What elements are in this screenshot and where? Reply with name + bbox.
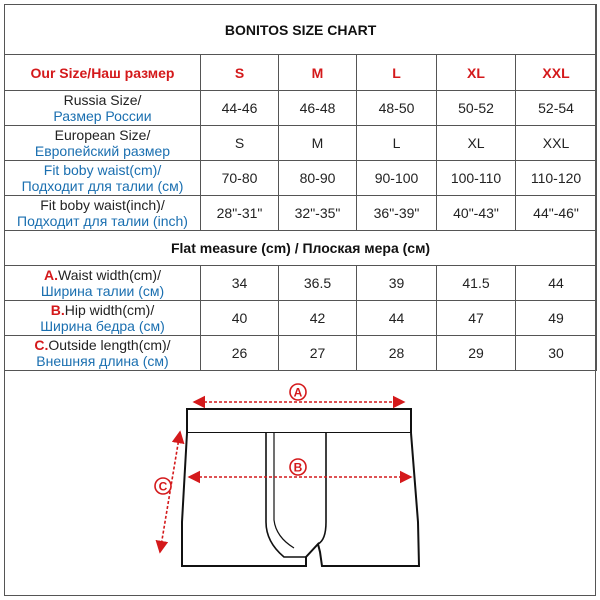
measure-letter-b: B. [50, 302, 65, 318]
row-label [5, 126, 201, 161]
marker-c-label: C [158, 479, 168, 494]
fit-waist-inch-row [5, 196, 597, 231]
table-cell: 36.5 [279, 266, 357, 301]
table-cell: 26 [201, 336, 279, 371]
row-label [5, 266, 201, 301]
table-cell: 110-120 [516, 161, 597, 196]
table-cell: 32"-35" [279, 196, 357, 231]
marker-b-label: B [293, 460, 303, 475]
table-cell: 28"-31" [201, 196, 279, 231]
table-cell: 46-48 [279, 91, 357, 126]
table-cell: 28 [357, 336, 437, 371]
marker-a-label: A [293, 385, 303, 400]
row-label-ru: Внешняя длина (см) [36, 353, 169, 369]
row-label-ru: Европейский размер [34, 143, 171, 159]
row-label-en: Russia Size/ [63, 92, 142, 108]
table-cell: 27 [279, 336, 357, 371]
row-label-ru: Ширина талии (см) [40, 283, 165, 299]
row-label-ru: Размер России [53, 108, 152, 124]
row-label-ru: Подходит для талии (inch) [17, 213, 188, 229]
table-cell: 80-90 [279, 161, 357, 196]
row-label-ru: Подходит для талии (см) [21, 178, 184, 194]
row-label [5, 336, 201, 371]
fit-waist-cm-row [5, 161, 597, 196]
measure-letter-a: A. [44, 267, 59, 283]
table-cell: 41.5 [437, 266, 516, 301]
table-cell: 100-110 [437, 161, 516, 196]
row-label-en: European Size/ [54, 127, 151, 143]
waistband-outline [187, 409, 411, 433]
table-cell: 39 [357, 266, 437, 301]
table-cell: L [357, 126, 437, 161]
outside-length-row [5, 336, 597, 371]
russia-size-row [5, 91, 597, 126]
table-cell: XXL [516, 126, 597, 161]
table-cell: 40 [201, 301, 279, 336]
title-row [5, 5, 597, 55]
table-cell: XL [437, 126, 516, 161]
table-cell: S [201, 126, 279, 161]
table-cell: 48-50 [357, 91, 437, 126]
row-label-text: Hip width(cm)/ [64, 302, 155, 318]
row-label [5, 161, 201, 196]
size-header-l: L [357, 55, 437, 91]
table-cell: 29 [437, 336, 516, 371]
table-cell: 44 [357, 301, 437, 336]
row-label-en: Fit boby waist(cm)/ [43, 162, 162, 178]
table-cell: 90-100 [357, 161, 437, 196]
size-header-xl: XL [437, 55, 516, 91]
row-label-en: Fit boby waist(inch)/ [40, 197, 165, 213]
our-size-label: Our Size/Наш размер [5, 55, 201, 91]
table-cell: 52-54 [516, 91, 597, 126]
row-label [5, 91, 201, 126]
table-cell: 36"-39" [357, 196, 437, 231]
row-label-ru: Ширина бедра (см) [40, 318, 165, 334]
row-label-en [5, 267, 200, 283]
table-cell: 40"-43" [437, 196, 516, 231]
size-header-m: M [279, 55, 357, 91]
row-label-en [5, 302, 200, 318]
row-label-en [5, 337, 200, 353]
row-label [5, 301, 201, 336]
boxer-body-outline [182, 433, 419, 566]
table-cell: 44 [516, 266, 597, 301]
chart-title: BONITOS SIZE CHART [5, 5, 597, 55]
size-header-row [5, 55, 597, 91]
table-cell: M [279, 126, 357, 161]
table-cell: 44"-46" [516, 196, 597, 231]
table-cell: 70-80 [201, 161, 279, 196]
table-cell: 42 [279, 301, 357, 336]
boxer-measurement-diagram [4, 372, 596, 596]
size-chart-table [4, 4, 597, 371]
row-label-text: Waist width(cm)/ [58, 267, 161, 283]
flat-measure-row [5, 231, 597, 266]
waist-width-row [5, 266, 597, 301]
measure-letter-c: C. [34, 337, 49, 353]
table-cell: 34 [201, 266, 279, 301]
table-cell: 44-46 [201, 91, 279, 126]
size-header-s: S [201, 55, 279, 91]
row-label [5, 196, 201, 231]
table-cell: 30 [516, 336, 597, 371]
european-size-row [5, 126, 597, 161]
table-cell: 47 [437, 301, 516, 336]
row-label-text: Outside length(cm)/ [48, 337, 171, 353]
size-header-xxl: XXL [516, 55, 597, 91]
flat-measure-heading: Flat measure (cm) / Плоская мера (см) [5, 231, 597, 266]
table-cell: 49 [516, 301, 597, 336]
hip-width-row [5, 301, 597, 336]
table-cell: 50-52 [437, 91, 516, 126]
